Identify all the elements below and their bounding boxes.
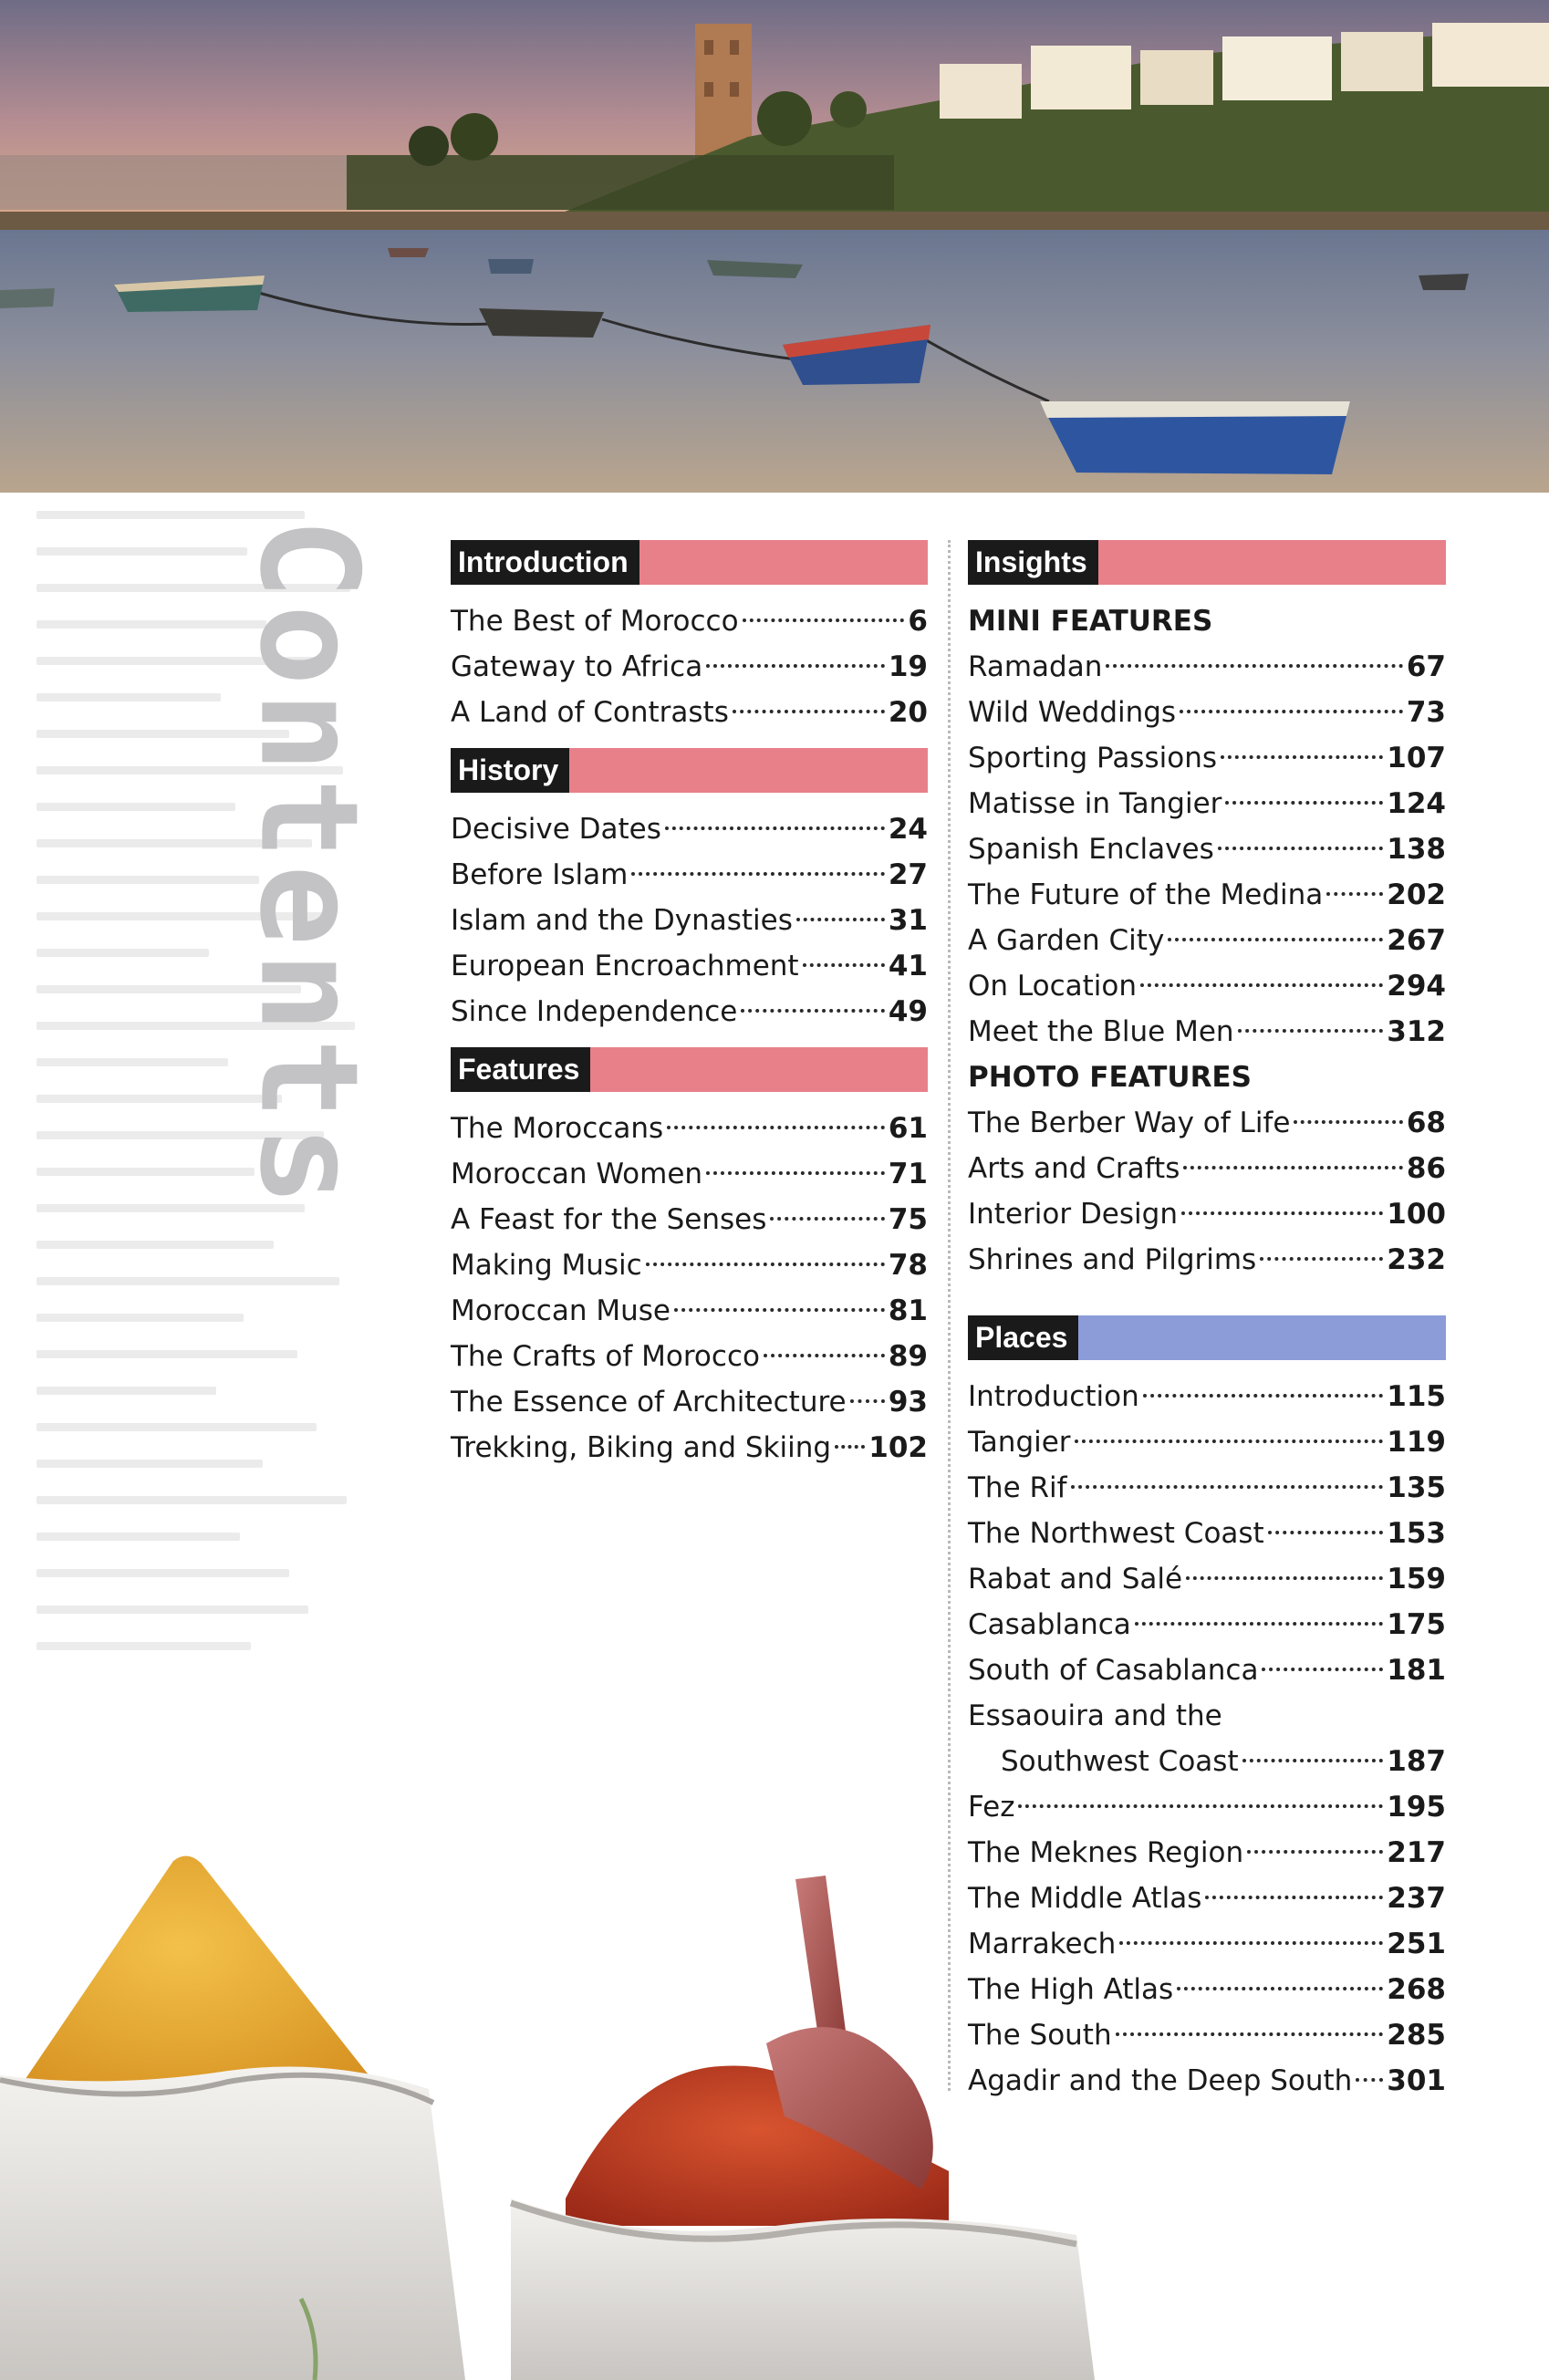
dot-leader [1326, 892, 1383, 896]
toc-entry-title: Ramadan [968, 650, 1103, 683]
toc-entry-page: 217 [1387, 1836, 1446, 1869]
toc-entry-page: 75 [888, 1203, 928, 1236]
toc-entry-title: Moroccan Women [451, 1158, 703, 1190]
section-title: Features [451, 1047, 590, 1092]
dot-leader [1075, 1439, 1384, 1443]
toc-entry[interactable] [451, 1425, 928, 1471]
toc-entry-page: 71 [888, 1158, 928, 1190]
toc-entry[interactable] [451, 989, 928, 1034]
toc-entry-page: 86 [1406, 1152, 1446, 1185]
toc-entry-title: Meet the Blue Men [968, 1015, 1234, 1048]
toc-entry[interactable] [968, 1647, 1446, 1693]
dot-leader [631, 872, 885, 876]
toc-entry-title: Decisive Dates [451, 813, 661, 846]
toc-entry[interactable] [451, 898, 928, 943]
dot-leader [667, 1126, 885, 1129]
toc-entry-page: 89 [888, 1340, 928, 1373]
dot-leader [1242, 1759, 1384, 1762]
dot-leader [1177, 1987, 1383, 1990]
toc-entry-title: The Middle Atlas [968, 1882, 1202, 1915]
toc-entry[interactable] [968, 781, 1446, 826]
page-title-text: Contents [230, 517, 388, 1212]
page-title [215, 518, 402, 1211]
section-header-introduction [451, 540, 928, 585]
toc-entry-title: Wild Weddings [968, 696, 1177, 729]
toc-entry-page: 135 [1387, 1471, 1446, 1504]
section-list-insights [968, 598, 1446, 1283]
toc-entry-title: Islam and the Dynasties [451, 904, 793, 937]
toc-entry-title: Agadir and the Deep South [968, 2064, 1353, 2097]
toc-entry[interactable] [968, 1465, 1446, 1511]
toc-entry[interactable] [968, 1602, 1446, 1647]
toc-entry-title: Tangier [968, 1426, 1071, 1459]
dot-leader [706, 1171, 885, 1175]
toc-entry[interactable] [968, 1237, 1446, 1283]
dot-leader [1221, 755, 1383, 759]
toc-entry[interactable] [968, 918, 1446, 963]
toc-entry[interactable] [968, 1556, 1446, 1602]
toc-entry-title: Fez [968, 1791, 1015, 1824]
toc-entry-page: 31 [888, 904, 928, 937]
toc-entry-title: Matisse in Tangier [968, 787, 1222, 820]
section-list-history [451, 806, 928, 1034]
toc-entry-page: 41 [888, 950, 928, 982]
toc-entry[interactable] [968, 1009, 1446, 1055]
toc-entry-page: 202 [1387, 878, 1446, 911]
toc-entry-page: 81 [888, 1294, 928, 1327]
dot-leader [743, 618, 905, 622]
section-header-features [451, 1047, 928, 1092]
toc-entry[interactable] [968, 963, 1446, 1009]
spice-sacks-art [0, 1843, 1095, 2380]
toc-entry-page: 107 [1387, 742, 1446, 774]
toc-entry-title: Before Islam [451, 858, 629, 891]
toc-entry-page: 27 [888, 858, 928, 891]
toc-entry[interactable] [451, 1151, 928, 1197]
dot-leader [1180, 710, 1403, 713]
section-title: Insights [968, 540, 1098, 585]
toc-entry-page: 181 [1387, 1654, 1446, 1687]
section-title: Places [968, 1315, 1078, 1360]
toc-entry-title: The Essence of Architecture [451, 1386, 847, 1419]
toc-entry-title: Rabat and Salé [968, 1563, 1183, 1595]
dot-leader [1181, 1211, 1383, 1215]
toc-entry-title: The High Atlas [968, 1973, 1174, 2006]
dot-leader [803, 963, 885, 967]
toc-entry-title: The Best of Morocco [451, 605, 739, 638]
toc-entry[interactable] [968, 1374, 1446, 1419]
dot-leader [1225, 801, 1383, 805]
toc-entry-page: 251 [1387, 1928, 1446, 1960]
dot-leader [1183, 1166, 1403, 1169]
dot-leader [1186, 1576, 1383, 1580]
toc-entry-page: 115 [1387, 1380, 1446, 1413]
toc-entry-title: Sporting Passions [968, 742, 1217, 774]
toc-entry-page: 93 [888, 1386, 928, 1419]
spice-sacks-photo [0, 1843, 1095, 2380]
dot-leader [665, 826, 885, 830]
toc-entry-wrapped-first-line[interactable] [968, 1693, 1446, 1739]
toc-entry-title: Moroccan Muse [451, 1294, 671, 1327]
dot-leader [1119, 1941, 1383, 1945]
toc-entry[interactable] [451, 943, 928, 989]
section-title: Introduction [451, 540, 639, 585]
toc-entry[interactable] [451, 806, 928, 852]
dot-leader [850, 1399, 885, 1403]
toc-entry-page: 187 [1387, 1745, 1446, 1778]
toc-entry-page: 124 [1387, 787, 1446, 820]
toc-entry-title: Arts and Crafts [968, 1152, 1180, 1185]
dot-leader [796, 918, 885, 921]
toc-entry[interactable] [451, 1288, 928, 1334]
toc-entry-title: The South [968, 2019, 1112, 2052]
toc-entry[interactable] [451, 1242, 928, 1288]
toc-entry-title: The Berber Way of Life [968, 1107, 1291, 1139]
toc-entry-title: Introduction [968, 1380, 1139, 1413]
toc-entry-page: 153 [1387, 1517, 1446, 1550]
toc-entry[interactable] [968, 1511, 1446, 1556]
toc-entry-page: 312 [1387, 1015, 1446, 1048]
section-header-places [968, 1315, 1446, 1360]
harbour-photo [0, 0, 1549, 493]
toc-entry-page: 237 [1387, 1882, 1446, 1915]
toc-entry-title: South of Casablanca [968, 1654, 1259, 1687]
toc-entry-title: Marrakech [968, 1928, 1117, 1960]
toc-entry-title: On Location [968, 970, 1138, 1003]
toc-entry-title: European Encroachment [451, 950, 799, 982]
toc-entry-page: 61 [888, 1112, 928, 1145]
toc-entry-page: 78 [888, 1249, 928, 1282]
subheading-mini-features: MINI FEATURES [968, 605, 1213, 638]
section-header-history [451, 748, 928, 793]
toc-entry-title: The Rif [968, 1471, 1067, 1504]
dot-leader [646, 1263, 885, 1266]
toc-entry-title: Making Music [451, 1249, 642, 1282]
dot-leader [1260, 1257, 1383, 1261]
toc-entry-title: The Crafts of Morocco [451, 1340, 760, 1373]
toc-entry-page: 138 [1387, 833, 1446, 866]
toc-entry-page: 67 [1406, 650, 1446, 683]
toc-entry-title: Trekking, Biking and Skiing [451, 1431, 832, 1464]
toc-entry-page: 68 [1406, 1107, 1446, 1139]
toc-entry-title: A Land of Contrasts [451, 696, 729, 729]
toc-entry-page: 73 [1406, 696, 1446, 729]
harbour-photo-art [0, 0, 1549, 493]
toc-entry[interactable] [451, 852, 928, 898]
dot-leader [1262, 1668, 1383, 1671]
section-list-features [451, 1106, 928, 1471]
toc-entry[interactable] [968, 826, 1446, 872]
toc-entry-title: Casablanca [968, 1608, 1131, 1641]
toc-entry-title: Shrines and Pilgrims [968, 1243, 1257, 1276]
toc-entry-title: The Future of the Medina [968, 878, 1324, 911]
toc-entry[interactable] [968, 1784, 1446, 1830]
dot-leader [1294, 1120, 1402, 1124]
toc-entry-page: 100 [1387, 1198, 1446, 1231]
toc-entry[interactable] [968, 690, 1446, 735]
toc-entry[interactable] [968, 1191, 1446, 1237]
dot-leader [1205, 1896, 1383, 1899]
toc-entry-title: Gateway to Africa [451, 650, 703, 683]
toc-entry[interactable] [451, 1334, 928, 1379]
dot-leader [1356, 2078, 1383, 2082]
toc-entry[interactable] [451, 690, 928, 735]
dot-leader [674, 1308, 885, 1312]
left-column [451, 540, 928, 1483]
dot-leader [706, 664, 885, 668]
toc-entry-title: A Feast for the Senses [451, 1203, 767, 1236]
toc-entry[interactable] [451, 644, 928, 690]
toc-entry-page: 285 [1387, 2019, 1446, 2052]
toc-entry-page: 232 [1387, 1243, 1446, 1276]
toc-entry-wrapped-second-line[interactable] [968, 1739, 1446, 1784]
toc-entry-page: 267 [1387, 924, 1446, 957]
toc-entry[interactable] [968, 872, 1446, 918]
toc-entry-page: 20 [888, 696, 928, 729]
dot-leader [1168, 938, 1383, 941]
toc-entry-title: Since Independence [451, 995, 738, 1028]
toc-entry-page: 159 [1387, 1563, 1446, 1595]
dot-leader [1268, 1531, 1384, 1534]
dot-leader [1238, 1029, 1384, 1033]
toc-entry-page: 19 [888, 650, 928, 683]
dot-leader [1135, 1622, 1384, 1626]
section-header-insights [968, 540, 1446, 585]
toc-entry-title: A Garden City [968, 924, 1165, 957]
section-list-introduction [451, 598, 928, 735]
toc-entry-page: 301 [1387, 2064, 1446, 2097]
dot-leader [1140, 983, 1383, 987]
dot-leader [764, 1354, 885, 1357]
toc-entry[interactable] [451, 1197, 928, 1242]
section-title: History [451, 748, 569, 793]
toc-entry-page: 102 [868, 1431, 928, 1464]
dot-leader [770, 1217, 884, 1221]
toc-entry-page: 294 [1387, 970, 1446, 1003]
dot-leader [1143, 1394, 1384, 1398]
toc-entry-page: 24 [888, 813, 928, 846]
dot-leader [1071, 1485, 1384, 1489]
toc-entry-title: The Meknes Region [968, 1836, 1244, 1869]
toc-entry-page: 6 [908, 605, 928, 638]
toc-entry-title: Spanish Enclaves [968, 833, 1214, 866]
toc-entry-title: Interior Design [968, 1198, 1178, 1231]
dot-leader [1106, 664, 1402, 668]
toc-entry-title: Southwest Coast [1001, 1745, 1239, 1778]
dot-leader [1247, 1850, 1383, 1854]
toc-entry-page: 49 [888, 995, 928, 1028]
toc-entry-page: 175 [1387, 1608, 1446, 1641]
toc-entry[interactable] [968, 735, 1446, 781]
toc-entry[interactable] [968, 644, 1446, 690]
toc-entry-page: 195 [1387, 1791, 1446, 1824]
toc-entry-page: 119 [1387, 1426, 1446, 1459]
subheading-photo-features: PHOTO FEATURES [968, 1061, 1252, 1094]
toc-entry[interactable] [451, 1379, 928, 1425]
dot-leader [835, 1445, 865, 1449]
dot-leader [1116, 2032, 1384, 2036]
dot-leader [733, 710, 885, 713]
toc-entry[interactable] [451, 598, 928, 644]
toc-entry-title: The Northwest Coast [968, 1517, 1264, 1550]
toc-entry[interactable] [968, 1419, 1446, 1465]
dot-leader [741, 1009, 885, 1013]
toc-entry[interactable] [451, 1106, 928, 1151]
dot-leader [1018, 1804, 1383, 1808]
toc-entry-page: 268 [1387, 1973, 1446, 2006]
toc-entry-title: The Moroccans [451, 1112, 664, 1145]
toc-entry-title: Essaouira and the [968, 1699, 1222, 1732]
toc-entry[interactable] [968, 1100, 1446, 1146]
toc-entry[interactable] [968, 1146, 1446, 1191]
dot-leader [1218, 847, 1384, 850]
